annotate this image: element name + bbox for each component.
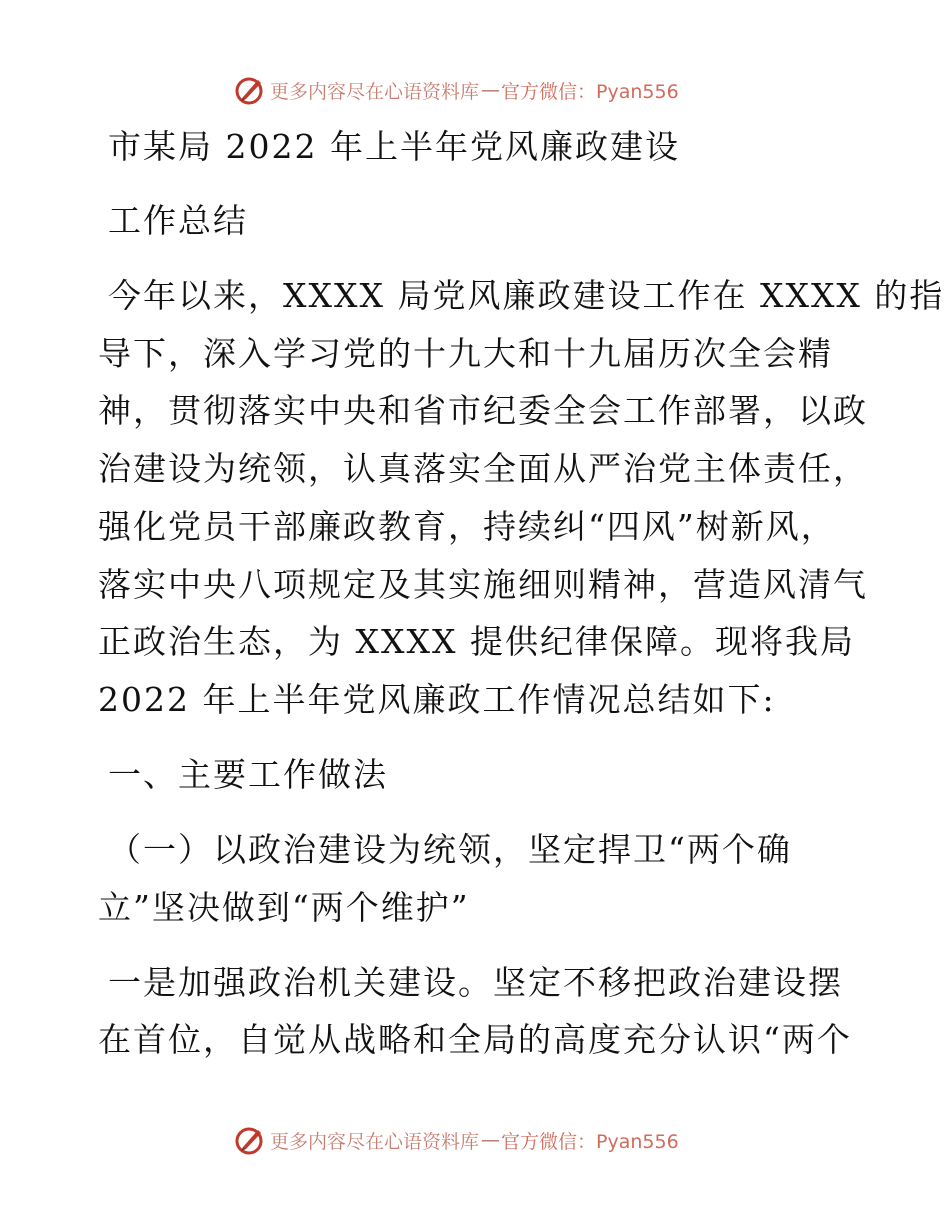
footer-watermark	[234, 1123, 679, 1157]
intro-line: 导下，深入学习党的十九大和十九届历次全会精	[98, 334, 833, 373]
document-title-line-1: 市某局 2022 年上半年党风廉政建设	[108, 127, 680, 166]
watermark-library-text: 更多内容尽在心语资料库	[270, 80, 480, 103]
intro-line: 治建设为统领，认真落实全面从严治党主体责任，	[98, 449, 868, 488]
watermark-dash: —	[481, 79, 500, 101]
pen-logo-icon	[234, 74, 266, 106]
paragraph-line: 在首位，自觉从战略和全局的高度充分认识“两个	[98, 1020, 852, 1059]
subsection-heading-line: 立”坚决做到“两个维护”	[98, 888, 470, 927]
intro-line: 正政治生态，为 XXXX 提供纪律保障。现将我局	[98, 622, 855, 661]
intro-line: 今年以来，XXXX 局党风廉政建设工作在 XXXX 的指	[108, 276, 945, 315]
pen-logo-icon	[234, 1124, 266, 1156]
section-heading: 一、主要工作做法	[108, 755, 388, 794]
header-watermark	[234, 73, 679, 107]
watermark-dash: —	[481, 1129, 500, 1151]
intro-line: 落实中央八项规定及其实施细则精神，营造风清气	[98, 565, 868, 604]
paragraph-line: 一是加强政治机关建设。坚定不移把政治建设摆	[108, 963, 843, 1002]
watermark-wechat-text: 官方微信：Pyan556	[501, 80, 679, 103]
watermark-library-text: 更多内容尽在心语资料库	[270, 1130, 480, 1153]
intro-line: 强化党员干部廉政教育，持续纠“四风”树新风，	[98, 507, 836, 546]
intro-line: 2022 年上半年党风廉政工作情况总结如下:	[98, 680, 776, 719]
intro-line: 神，贯彻落实中央和省市纪委全会工作部署，以政	[98, 391, 868, 430]
document-title-line-2: 工作总结	[108, 201, 248, 240]
watermark-wechat-text: 官方微信：Pyan556	[501, 1130, 679, 1153]
subsection-heading-line: （一）以政治建设为统领，坚定捍卫“两个确	[108, 830, 792, 869]
